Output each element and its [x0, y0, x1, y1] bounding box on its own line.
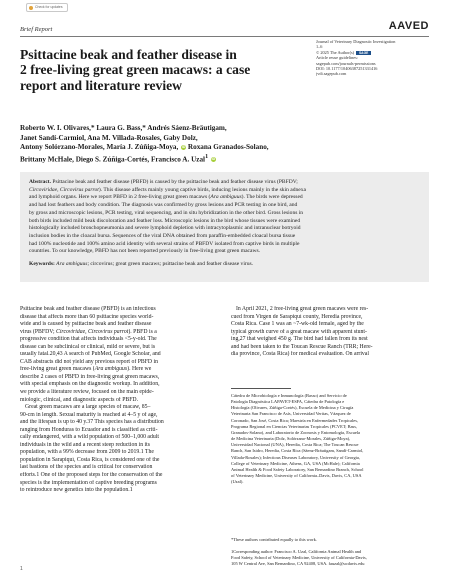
copyright: © 2025 The Author(s) SAGE — [316, 50, 434, 55]
abstract-label: Abstract. — [29, 179, 52, 185]
author-list — [20, 124, 312, 165]
author-line: Janet Sandí-Carmiol, Ana M. Villada-Rosales, Gaby Dolz, — [20, 133, 198, 142]
body-left-column: Psittacine beak and feather disease (PBFD) is an infectious disease that affects more than 60 psittacine species world- wide and is caused by psittacine beak and feather disease virus (PBFDV; Circoviridae, Circovirus parrot). PBFD is a progressive condition that affects individuals <5-y-old. The disease can be subclinical or clinical, mild or severe, but is usually fatal.20,43 A search of PubMed, Google Scholar, and CAB abstracts did not yield any previous report of PBFD in free-living great green macaws (Ara ambiguus). Here we describe 2 cases of PBFD in free-living great green macaws, with special emphasis on the diagnostic workup. In addition, we provide a literature review, focused on the main epide- miologic, clinical, and diagnostic aspects of PBFD. Great green macaws are a large species of macaw, 85– 90-cm in length. Sexual maturity is reached at 4–5 y of age, and the lifespan is up to 40 y.37 This species has a distribution ranging from Honduras to Ecuador and is classified as criti- cally endangered, with a wild population of 500–1,000 adult individuals in the wild and a recent steep reduction in its population, with a 99% decrease from 2009 to 2019.1 The population in Sarapiquí, Costa Rica, is considered one of the last bastions of the species and is critical for conservation efforts.1 One of the proposed steps for the conservation of the species is the implementation of captive breeding programs to reintroduce new genetics into the population.1 — [20, 306, 164, 494]
author-line: Brittany McHale, Diego S. Zúñiga-Cortés, Francisco A. Uzal$^1$ iD — [20, 153, 216, 164]
abstract-box — [20, 172, 429, 282]
journal-meta — [316, 39, 434, 77]
updates-icon — [29, 6, 33, 10]
equal-contribution-note: *These authors contributed equally to this work. — [231, 537, 317, 542]
page-range: 1–6 — [316, 44, 323, 50]
check-for-updates-badge[interactable] — [26, 3, 68, 12]
orcid-icon[interactable]: iD — [181, 145, 186, 150]
updates-label: Check for updates — [35, 5, 63, 9]
author-line: Antony Solórzano-Morales, María J. Zúñiga-Moya, iD Roxana Granados-Solano, — [20, 143, 269, 152]
abstract-text: Abstract. Psittacine beak and feather disease (PBFD) is caused by the psittacine beak and feather disease virus (PBFDV; Circoviridae, Circovirus parrot). This disease affects mainly young captive birds, inducing lesions mainly in the skin adnexa and lymphoid organs. Here we report PBFD in 2 free-living great green macaws (Ara ambiguus). The birds were depressed and had lost feathers and body condition. The diagnosis was confirmed by gross lesions and PCR testing in one bird, and by gross and microscopic lesions, PCR testing, viral sequencing, and in situ hybridization in the other bird. Gross lesions in both birds included mild beak discoloration and feather loss. Microscopic lesions in the bird whose tissues were examined histologically included bronchopneumonia and severe lymphoid depletion with intracytoplasmic and intranuclear botryoid inclusion bodies in the cloacal bursa. Sequences of the viral DNA obtained from paraffin-embedded cloacal bursa tissue had 100% nucleotide and 100% amino acid identity with several strains of PBFDV isolated from captive birds in multiple countries. To our knowledge, PBFD has not been reported previously in free-living great green macaws. — [29, 179, 306, 255]
orcid-icon[interactable]: iD — [211, 157, 216, 162]
body-right-column: In April 2021, 2 free-living great green macaws were res- cued from Virgen de Sarapiquí county, Heredia province, Costa Rica. Case 1 was an ~7-wk-old female, aged by the typical growth curve of a great macaw with apparent stunt- ing,27 that weighed 450 g. The bird had fallen from its nest and had been taken to the Toucan Rescue Ranch (TRR; Here- dia province, Costa Rica) for medical evaluation. On arrival — [231, 306, 373, 358]
header-divider — [20, 36, 429, 37]
title-line: Psittacine beak and feather disease in — [20, 47, 237, 62]
publisher-logo: SAGE — [356, 51, 371, 55]
keywords: Keywords: Ara ambiguus; circovirus; great green macaws; psittacine beak and feather disease virus. — [29, 261, 254, 267]
author-affiliations: Cátedra de Microbiología e Inmunología (Basso) and Servicio de Patología Diagnóstica LAPAVET-ESFA, Cátedra de Patología e Histología (Olivares, Zúñiga-Cortés), Escuela de Medicina y Cirugía Veterinaria San Francisco de Asís, Universidad Veritas, Vázquez de Coronado, San José, Costa Rica; Maestría en Enfermedades Tropicales, Programa Regional en Ciencias Veterinarias Tropicales (PCVET; Bass, Granados-Solano), and Laboratorio de Zoonosis y Entomología, Escuela de Medicina Veterinaria (Dolz, Solórzano-Morales, Zúñiga-Moya), Universidad Nacional (UNA), Heredia, Costa Rica; The Toucan Rescue Ranch, San Isidro, Heredia, Costa Rica (Sáenz-Bräutigam, Sandí-Carmiol, Villada-Rosales); Infectious Diseases Laboratory, University of Georgia, College of Veterinary Medicine, Athens, GA, USA (McHale); California Animal Health & Food Safety Laboratory, San Bernardino Branch, School of Veterinary Medicine, University of California–Davis, Davis, CA, USA (Uzal). — [231, 393, 364, 485]
reuse-label: Article reuse guidelines: — [316, 55, 358, 61]
journal-logo: AAVED — [388, 20, 429, 32]
journal-url-link[interactable]: jvdi.sagepub.com — [316, 71, 347, 77]
author-line: Roberto W. I. Olivares,* Laura G. Bass,* Andrés Sáenz-Bräutigam, — [20, 124, 227, 132]
keywords-label: Keywords: — [29, 261, 55, 267]
title-line: 2 free-living great green macaws: a case — [20, 62, 251, 78]
article-title — [20, 47, 300, 93]
permissions-link[interactable]: sagepub.com/journals-permissions — [316, 60, 376, 66]
article-type: Brief Report — [20, 26, 53, 33]
footnote-divider — [231, 388, 291, 389]
corresponding-author-note: 1Corresponding author: Francisco A. Uzal, California Animal Health and Food Safety, School of Veterinary Medicine, University of California-Davis, 105 W Central Ave, San Bernardino, CA 92408, USA. fauzal@ucdavis.edu — [231, 549, 367, 567]
journal-name: Journal of Veterinary Diagnostic Investigation — [316, 39, 396, 44]
doi-link[interactable]: DOI: 10.1177/10406387251331416 — [316, 66, 378, 72]
corresponding-mark: 1 — [205, 153, 209, 160]
title-line: report and literature review — [20, 77, 182, 93]
page-number: 1 — [20, 566, 23, 572]
